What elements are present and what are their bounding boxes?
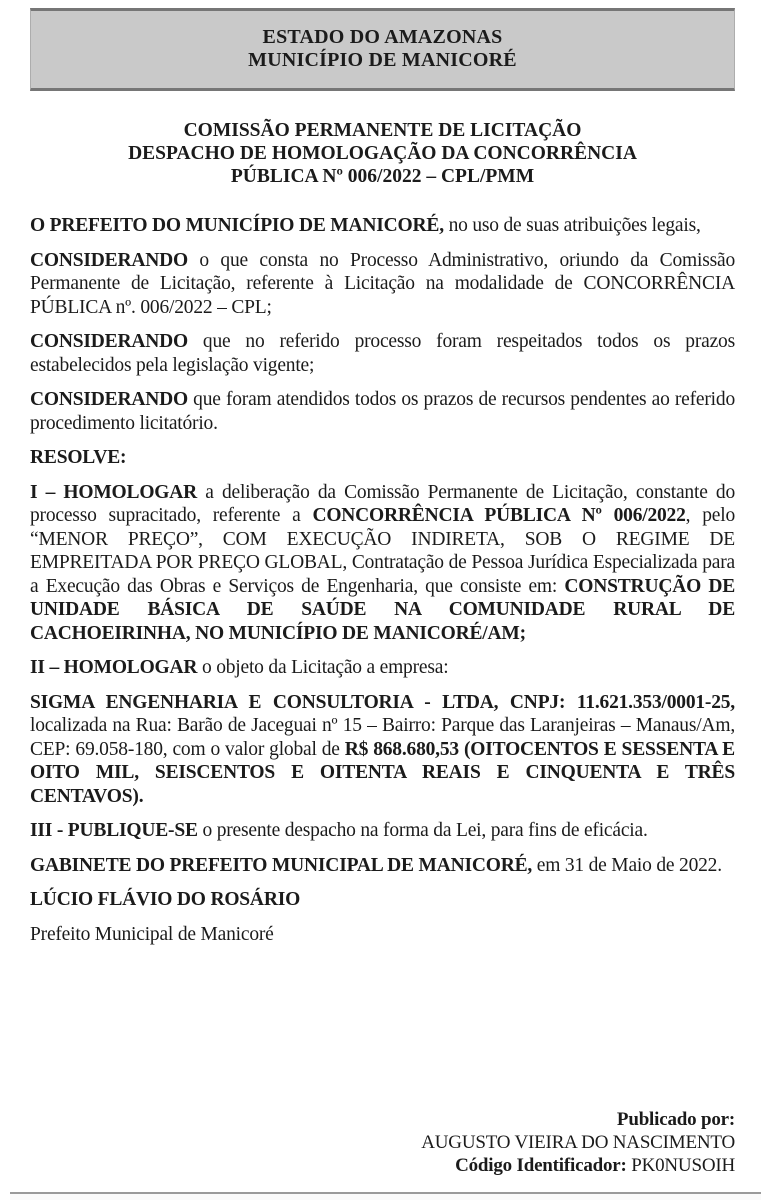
text-run-bold: CONCORRÊNCIA PÚBLICA Nº 006/2022 (312, 505, 686, 526)
document-body (30, 214, 735, 946)
text-run: que foram atendidos todos os prazos de recursos pendentes ao referido procedimento licitatório. (30, 389, 735, 434)
text-run-bold: RESOLVE: (30, 447, 127, 468)
text-run-bold: R$ 868.680,53 (OITOCENTOS E SESSENTA E OITO MIL, SEISCENTOS E OITENTA REAIS E CINQUENTA E TRÊS CENTAVOS). (30, 738, 735, 807)
text-run-bold: I – HOMOLOGAR (30, 481, 198, 503)
text-run-bold: CONSIDERANDO (30, 389, 188, 410)
text-run: localizada na Rua: Barão de Jaceguai nº 15 – Bairro: Parque das Laranjeiras – Manaus/Am, CEP: 69.058-180, com o valor global de (30, 715, 735, 760)
text-run: , pelo “MENOR PREÇO”, COM EXECUÇÃO INDIRETA, SOB O REGIME DE EMPREITADA POR PREÇO GLOBAL, Contratação de Pessoa Jurídica Especializada para a Execução das Obras e Serviços de Engenharia, que consiste em: (30, 505, 735, 597)
published-by-label: Publicado por: (616, 1109, 735, 1130)
paragraph (30, 656, 735, 680)
text-run: a deliberação da Comissão Permanente de Licitação, constante do processo supracitado, referente a (30, 481, 735, 526)
paragraph (30, 481, 735, 646)
text-run-bold: III - PUBLIQUE-SE (30, 820, 198, 841)
paragraph (30, 854, 735, 878)
text-run: que no referido processo foram respeitados todos os prazos estabelecidos pela legislação vigente; (30, 331, 735, 376)
paragraph (30, 249, 735, 320)
state-municipality-banner (30, 8, 735, 91)
banner-municipality-line: MUNICÍPIO DE MANICORÉ (248, 49, 517, 71)
text-run-bold: CONSIDERANDO (30, 331, 188, 352)
text-run: no uso de suas atribuições legais, (443, 215, 701, 236)
paragraph (30, 214, 735, 238)
text-run: em 31 de Maio de 2022. (532, 854, 722, 876)
banner-state-line: ESTADO DO AMAZONAS (262, 26, 503, 48)
paragraph (30, 923, 735, 947)
publisher-name: AUGUSTO VIEIRA DO NASCIMENTO (421, 1132, 735, 1153)
paragraph (30, 819, 735, 843)
paragraph (30, 691, 735, 809)
text-run: o objeto da Licitação a empresa: (197, 657, 449, 678)
publisher-block (421, 1108, 735, 1177)
text-run-bold: LÚCIO FLÁVIO DO ROSÁRIO (30, 889, 301, 910)
paragraph (30, 446, 735, 470)
document-title-line: COMISSÃO PERMANENTE DE LICITAÇÃO (183, 120, 582, 141)
identifier-code-label: Código Identificador: (455, 1155, 627, 1176)
paragraph (30, 888, 735, 912)
text-run: o presente despacho na forma da Lei, para fins de eficácia. (197, 820, 648, 841)
document-title-line: DESPACHO DE HOMOLOGAÇÃO DA CONCORRÊNCIA (128, 143, 637, 164)
text-run: Prefeito Municipal de Manicoré (30, 923, 274, 945)
text-run-bold: GABINETE DO PREFEITO MUNICIPAL DE MANICORÉ, (30, 854, 533, 876)
text-run: o que consta no Processo Administrativo, oriundo da Comissão Permanente de Licitação, referente à Licitação na modalidade de CONCORRÊNCIA PÚBLICA nº. 006/2022 – CPL; (30, 249, 735, 318)
paragraph (30, 388, 735, 435)
text-run-bold: O PREFEITO DO MUNICÍPIO DE MANICORÉ, (30, 215, 444, 236)
paragraph (30, 330, 735, 377)
section-divider (10, 1192, 761, 1200)
identifier-code-line (421, 1154, 735, 1177)
text-run-bold: SIGMA ENGENHARIA E CONSULTORIA - LTDA, CNPJ: 11.621.353/0001-25, (30, 691, 735, 713)
identifier-code-value: PK0NUSOIH (631, 1155, 735, 1176)
document-title-line: PÚBLICA Nº 006/2022 – CPL/PMM (230, 166, 535, 187)
text-run-bold: CONSIDERANDO (30, 249, 188, 271)
text-run-bold: CONSTRUÇÃO DE UNIDADE BÁSICA DE SAÚDE NA COMUNIDADE RURAL DE CACHOEIRINHA, NO MUNICÍPIO DE MANICORÉ/AM; (30, 575, 736, 644)
document-title (30, 119, 735, 188)
text-run-bold: II – HOMOLOGAR (30, 657, 198, 678)
